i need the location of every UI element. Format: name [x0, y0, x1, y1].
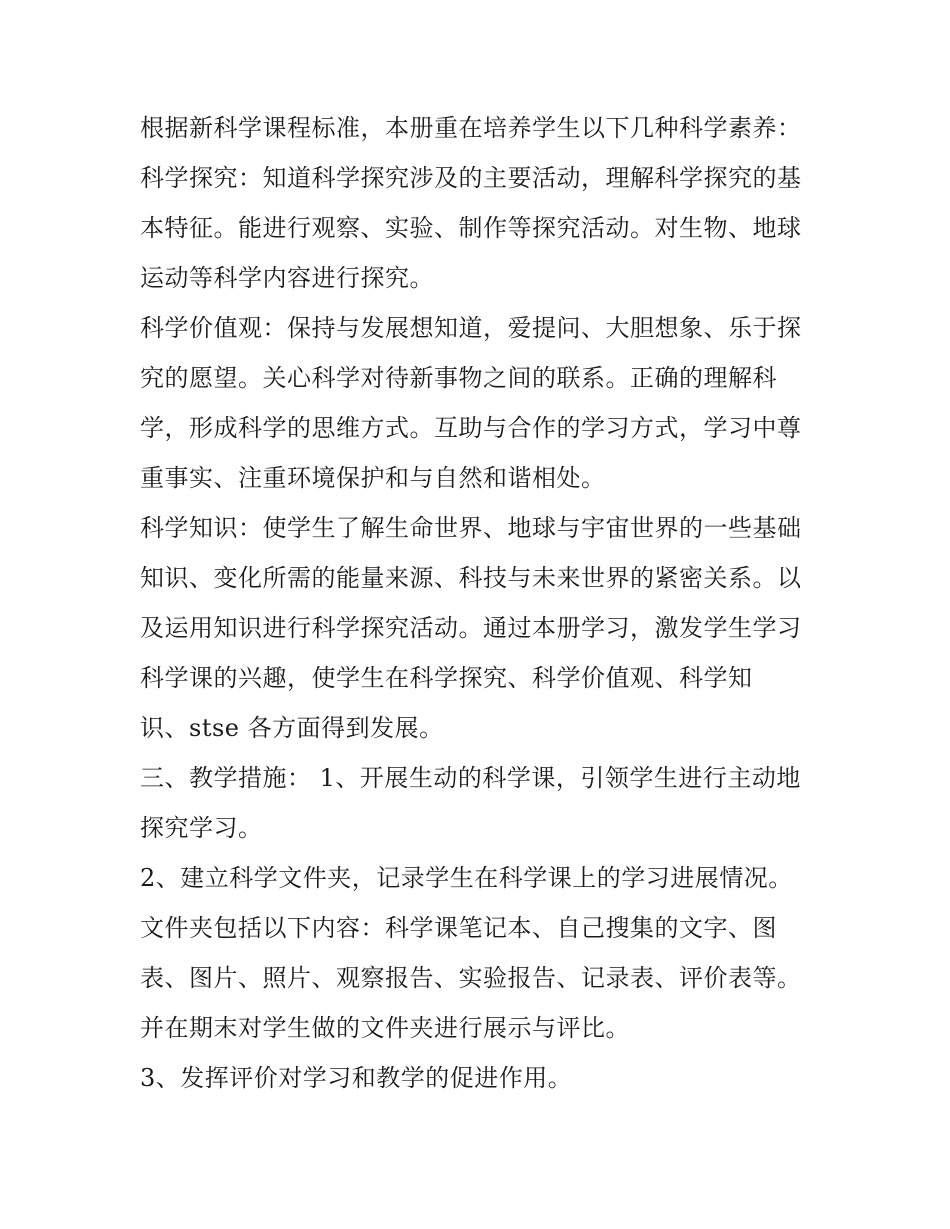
text-line: 2、建立科学文件夹，记录学生在科学课上的学习进展情况。: [140, 864, 793, 892]
text-line: 科学课的兴趣，使学生在科学探究、科学价值观、科学知: [140, 664, 753, 692]
text-line: 科学价值观：保持与发展想知道，爱提问、大胆想象、乐于探: [140, 314, 802, 342]
text-line: 学，形成科学的思维方式。互助与合作的学习方式，学习中尊: [140, 414, 802, 442]
text-line: 文件夹包括以下内容：科学课笔记本、自己搜集的文字、图: [140, 914, 777, 942]
text-line: 并在期末对学生做的文件夹进行展示与评比。: [140, 1014, 630, 1042]
text-line: 科学知识：使学生了解生命世界、地球与宇宙世界的一些基础: [140, 514, 802, 542]
text-line: 知识、变化所需的能量来源、科技与未来世界的紧密关系。以: [140, 564, 802, 592]
text-line: 重事实、注重环境保护和与自然和谐相处。: [140, 464, 606, 492]
text-line: 根据新科学课程标准，本册重在培养学生以下几种科学素养：: [140, 114, 802, 142]
text-line: 及运用知识进行科学探究活动。通过本册学习，激发学生学习: [140, 614, 802, 642]
text-line: 表、图片、照片、观察报告、实验报告、记录表、评价表等。: [140, 964, 802, 992]
paragraph-science-folder: [140, 853, 820, 1053]
text-line: 3、发挥评价对学习和教学的促进作用。: [140, 1064, 573, 1092]
text-line: 究的愿望。关心科学对待新事物之间的联系。正确的理解科: [140, 364, 777, 392]
paragraph-science-values: [140, 303, 820, 503]
text-line: 三、教学措施： 1、开展生动的科学课，引领学生进行主动地: [140, 764, 801, 792]
paragraph-teaching-measures: [140, 753, 820, 853]
text-line: 运动等科学内容进行探究。: [140, 264, 434, 292]
document-body: [140, 103, 820, 1103]
text-line: 探究学习。: [140, 814, 263, 842]
paragraph-evaluation: [140, 1053, 820, 1103]
text-line: 本特征。能进行观察、实验、制作等探究活动。对生物、地球: [140, 214, 802, 242]
paragraph-science-knowledge: [140, 503, 820, 753]
text-line: 科学探究：知道科学探究涉及的主要活动，理解科学探究的基: [140, 164, 802, 192]
text-line: 识、stse 各方面得到发展。: [140, 714, 444, 742]
paragraph-science-inquiry: [140, 153, 820, 303]
paragraph-intro: [140, 103, 820, 153]
